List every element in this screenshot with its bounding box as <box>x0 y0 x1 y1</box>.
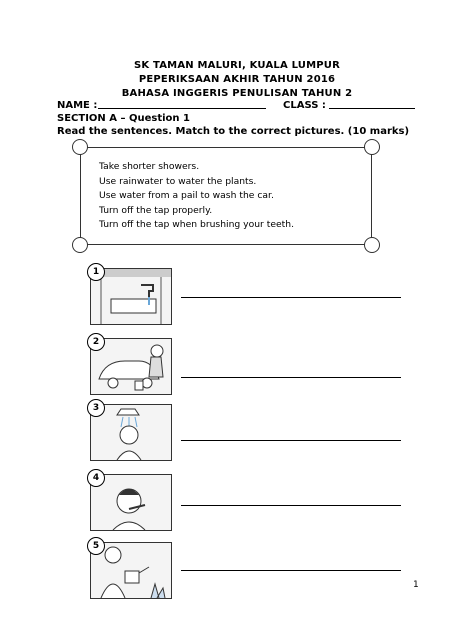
answer-line-5[interactable] <box>181 570 401 571</box>
picture-3 <box>90 404 172 461</box>
subject-title: BAHASA INGGERIS PENULISAN TAHUN 2 <box>121 88 353 99</box>
picture-number: 1 <box>87 263 105 281</box>
sentence-item: Use water from a pail to wash the car. <box>99 190 274 201</box>
sentence-item: Turn off the tap properly. <box>99 204 213 216</box>
picture-number: 3 <box>87 399 105 417</box>
box-corner <box>72 237 88 253</box>
sentence-item: Turn off the tap when brushing your teeth. <box>99 219 294 230</box>
picture-number: 5 <box>87 537 105 555</box>
box-corner <box>364 139 380 155</box>
picture-4 <box>90 474 172 531</box>
class-label: CLASS : <box>283 100 326 111</box>
name-label: NAME : <box>57 100 98 111</box>
instruction-text: Read the sentences. Match to the correct pictures. (10 marks) <box>57 126 410 137</box>
picture-2 <box>90 338 172 395</box>
page-number: 1 <box>413 580 419 590</box>
picture-number: 2 <box>87 333 105 351</box>
answer-line-2[interactable] <box>181 377 401 378</box>
school-name: SK TAMAN MALURI, KUALA LUMPUR <box>133 60 341 71</box>
exam-title: PEPERIKSAAN AKHIR TAHUN 2016 <box>138 74 336 85</box>
picture-number: 4 <box>87 469 105 487</box>
name-line[interactable] <box>98 108 266 109</box>
sentence-item: Take shorter showers. <box>99 161 200 172</box>
answer-line-3[interactable] <box>181 440 401 441</box>
sentence-item: Use rainwater to water the plants. <box>99 175 257 187</box>
section-title: SECTION A – Question 1 <box>57 113 190 124</box>
class-line[interactable] <box>329 108 415 109</box>
picture-1 <box>90 268 172 325</box>
answer-line-1[interactable] <box>181 297 401 298</box>
picture-5 <box>90 542 172 599</box>
answer-line-4[interactable] <box>181 505 401 506</box>
sentence-list <box>99 160 294 233</box>
